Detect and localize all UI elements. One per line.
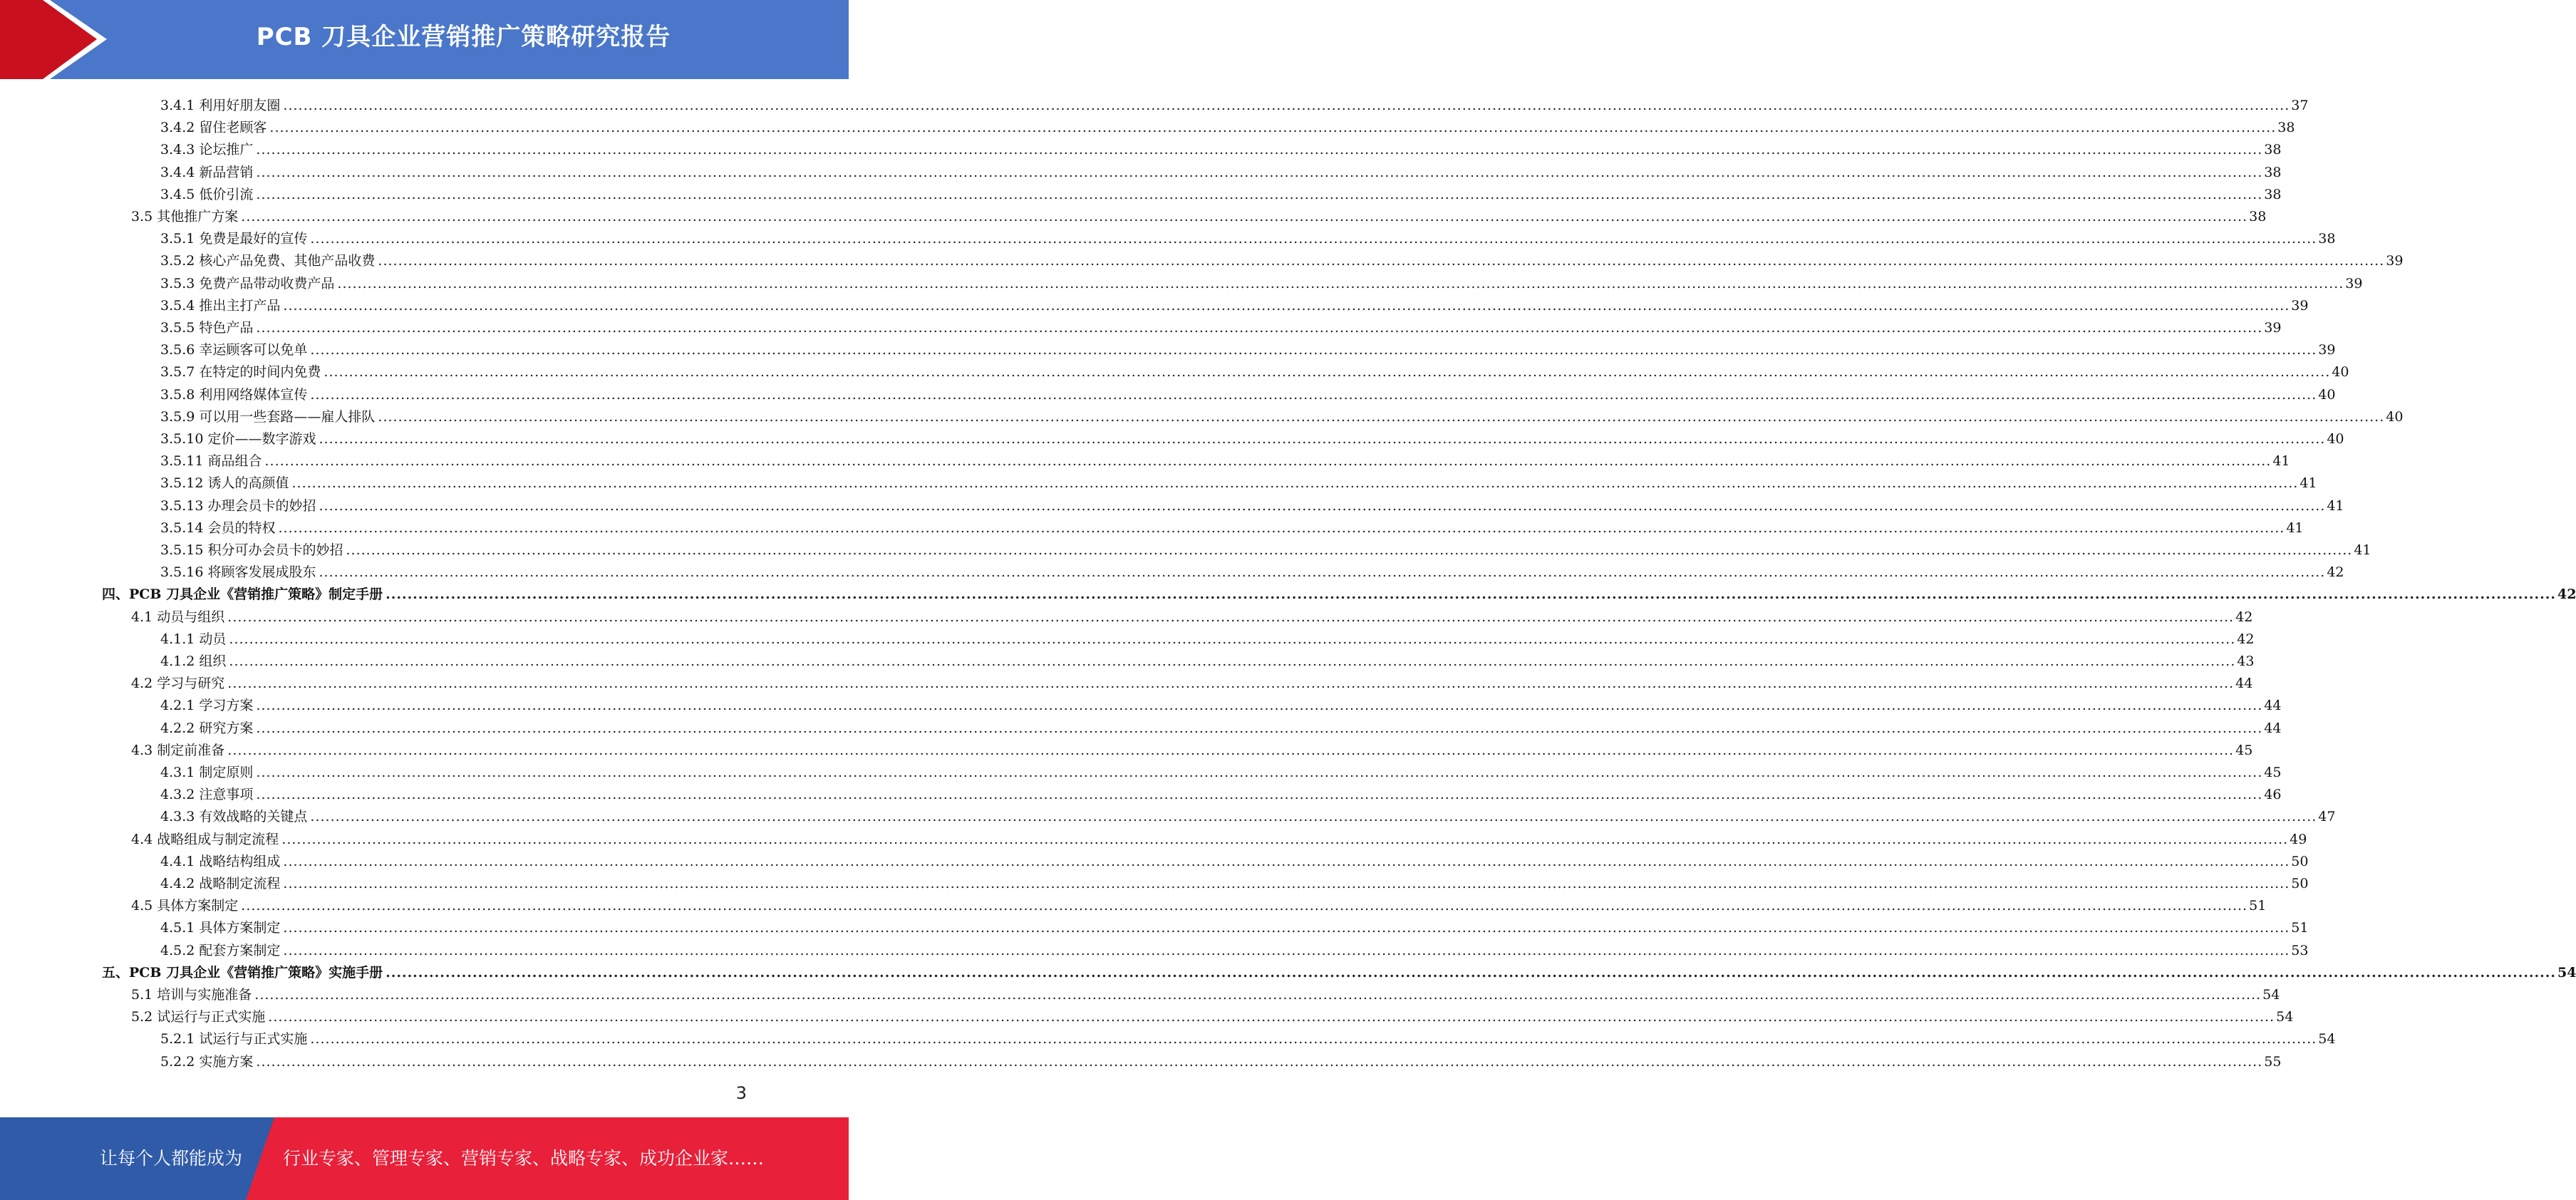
toc-entry-title: 商品组合	[207, 453, 262, 470]
toc-entry[interactable]	[160, 780, 2282, 803]
toc-entry-page: 44	[2235, 676, 2253, 692]
toc-dot-leader: ................................................................................................................................................................................................................................................................................................................................................................................................................	[283, 297, 2290, 314]
toc-dot-leader: ................................................................................................................................................................................................................................................................................................................................................................................................................	[310, 1031, 2317, 1048]
toc-dot-leader: ................................................................................................................................................................................................................................................................................................................................................................................................................	[256, 1053, 2263, 1070]
toc-entry[interactable]	[160, 469, 2317, 492]
toc-entry-number: 3.5.12	[160, 475, 204, 492]
toc-entry-number: 4.3.3	[160, 809, 195, 825]
toc-entry-page: 41	[2354, 542, 2371, 558]
toc-entry-page: 46	[2264, 787, 2282, 803]
toc-dot-leader: ................................................................................................................................................................................................................................................................................................................................................................................................................	[378, 408, 2385, 425]
toc-entry-title: 学习方案	[199, 698, 254, 714]
toc-entry-title: 制定前准备	[157, 742, 225, 758]
toc-entry[interactable]	[160, 936, 2309, 958]
toc-dot-leader: ................................................................................................................................................................................................................................................................................................................................................................................................................	[256, 186, 2263, 202]
toc-entry-title: 论坛推广	[199, 142, 254, 158]
toc-dot-leader: ................................................................................................................................................................................................................................................................................................................................................................................................................	[346, 542, 2353, 558]
toc-entry-page: 42	[2237, 631, 2255, 647]
toc-entry-number: 4.2.2	[160, 720, 195, 736]
toc-entry-page: 53	[2291, 942, 2309, 958]
toc-entry-page: 41	[2300, 475, 2317, 492]
toc-entry-page: 41	[2272, 453, 2290, 470]
toc-entry-title: 定价——数字游戏	[207, 431, 316, 447]
toc-entry-page: 45	[2235, 742, 2253, 758]
toc-entry-title: 有效战略的关键点	[199, 809, 308, 825]
toc-dot-leader: ................................................................................................................................................................................................................................................................................................................................................................................................................	[227, 676, 2235, 692]
toc-entry[interactable]	[160, 91, 2309, 113]
toc-entry-page: 38	[2264, 186, 2282, 202]
toc-entry-title: 诱人的高颜值	[207, 475, 289, 492]
toc-entry-page: 47	[2318, 809, 2336, 825]
toc-entry[interactable]	[160, 358, 2349, 381]
toc-entry[interactable]	[160, 403, 2404, 425]
toc-entry[interactable]	[160, 625, 2255, 647]
toc-entry[interactable]	[160, 336, 2336, 358]
toc-entry[interactable]	[131, 825, 2307, 847]
toc-dot-leader: ................................................................................................................................................................................................................................................................................................................................................................................................................	[256, 320, 2263, 336]
toc-entry-page: 38	[2264, 142, 2282, 158]
toc-dot-leader: ................................................................................................................................................................................................................................................................................................................................................................................................................	[278, 519, 2285, 536]
toc-entry-number: 3.4.4	[160, 164, 195, 180]
page-number: 3	[735, 1083, 747, 1103]
toc-entry-title: 将顾客发展成股东	[207, 564, 316, 581]
toc-entry-title: 新品营销	[199, 164, 254, 180]
toc-entry-page: 40	[2332, 364, 2349, 381]
toc-entry[interactable]	[160, 1048, 2282, 1070]
toc-entry[interactable]	[131, 891, 2267, 914]
toc-entry-page: 38	[2264, 164, 2282, 180]
page-header	[0, 0, 849, 79]
toc-dot-leader: ................................................................................................................................................................................................................................................................................................................................................................................................................	[229, 631, 2236, 647]
toc-entry-title: 具体方案制定	[157, 898, 239, 914]
toc-entry-number: 4.2	[131, 676, 153, 692]
toc-entry-number: 3.5.13	[160, 497, 204, 514]
toc-entry-number: 4.4.2	[160, 876, 195, 891]
toc-entry-title: 战略组成与制定流程	[157, 831, 279, 847]
toc-entry-number: 3.5.14	[160, 519, 204, 536]
toc-entry[interactable]	[160, 291, 2309, 314]
toc-entry-title: 低价引流	[199, 186, 254, 202]
toc-entry-title: PCB 刀具企业《营销推广策略》制定手册	[129, 586, 383, 603]
toc-dot-leader: ................................................................................................................................................................................................................................................................................................................................................................................................................	[268, 1009, 2275, 1025]
toc-entry-number: 4.5.1	[160, 920, 195, 936]
toc-entry-number: 3.5.10	[160, 431, 204, 447]
toc-entry[interactable]	[160, 647, 2255, 669]
toc-entry-page: 38	[2249, 209, 2267, 224]
toc-entry-number: 3.5.16	[160, 564, 204, 581]
toc-dot-leader: ................................................................................................................................................................................................................................................................................................................................................................................................................	[283, 98, 2290, 113]
toc-entry-page: 39	[2291, 297, 2309, 314]
toc-dot-leader: ................................................................................................................................................................................................................................................................................................................................................................................................................	[256, 142, 2263, 158]
toc-entry[interactable]	[160, 224, 2336, 247]
toc-entry-title: 利用好朋友圈	[199, 98, 281, 113]
toc-entry-title: 制定原则	[199, 765, 254, 780]
toc-entry-number: 3.4.2	[160, 120, 195, 136]
toc-entry-number: 3.4.1	[160, 98, 195, 113]
toc-dot-leader: ................................................................................................................................................................................................................................................................................................................................................................................................................	[319, 564, 2326, 581]
toc-entry-title: 其他推广方案	[157, 209, 239, 224]
toc-entry-page: 50	[2291, 853, 2309, 869]
page-footer	[0, 1117, 849, 1200]
toc-entry[interactable]	[160, 113, 2295, 136]
toc-entry-page: 40	[2327, 431, 2344, 447]
toc-entry-title: 会员的特权	[207, 519, 276, 536]
toc-entry-page: 37	[2291, 98, 2309, 113]
toc-entry[interactable]	[131, 669, 2253, 692]
toc-entry-page: 42	[2327, 564, 2344, 581]
toc-dot-leader: ................................................................................................................................................................................................................................................................................................................................................................................................................	[229, 653, 2236, 669]
toc-entry-page: 39	[2264, 320, 2282, 336]
toc-entry-page: 42	[2235, 609, 2253, 625]
toc-entry[interactable]	[160, 869, 2309, 891]
toc-dot-leader: ................................................................................................................................................................................................................................................................................................................................................................................................................	[283, 853, 2290, 869]
toc-entry-number: 3.5.15	[160, 542, 204, 558]
toc-entry-page: 39	[2345, 275, 2363, 291]
toc-dot-leader: ................................................................................................................................................................................................................................................................................................................................................................................................................	[281, 831, 2289, 847]
toc-entry-number: 3.5.6	[160, 342, 195, 358]
header-title: PCB 刀具企业营销推广策略研究报告	[256, 23, 671, 51]
toc-entry-title: 具体方案制定	[199, 920, 281, 936]
toc-entry[interactable]	[160, 135, 2282, 158]
toc-entry-number: 4.1	[131, 609, 153, 625]
toc-entry[interactable]	[160, 492, 2344, 514]
toc-entry-number: 3.4.3	[160, 142, 195, 158]
toc-entry[interactable]	[160, 447, 2290, 470]
toc-entry-page: 55	[2264, 1053, 2282, 1070]
toc-entry-title: 试运行与正式实施	[157, 1009, 266, 1025]
toc-dot-leader: ................................................................................................................................................................................................................................................................................................................................................................................................................	[319, 431, 2326, 447]
toc-dot-leader: ................................................................................................................................................................................................................................................................................................................................................................................................................	[254, 987, 2262, 1003]
toc-entry-number: 5.2	[131, 1009, 153, 1025]
toc-entry-number: 4.3.1	[160, 765, 195, 780]
toc-entry[interactable]	[131, 1003, 2294, 1025]
toc-entry[interactable]	[160, 536, 2371, 558]
toc-entry[interactable]	[160, 758, 2282, 780]
toc-dot-leader: ................................................................................................................................................................................................................................................................................................................................................................................................................	[283, 876, 2290, 891]
toc-entry-title: 免费是最好的宣传	[199, 231, 308, 247]
toc-entry-page: 38	[2277, 120, 2295, 136]
toc-entry[interactable]	[131, 736, 2253, 758]
toc-entry[interactable]	[160, 269, 2363, 291]
footer-slogan-left: 让每个人都能成为	[100, 1148, 243, 1169]
toc-entry-page: 39	[2318, 342, 2336, 358]
toc-entry-page: 49	[2290, 831, 2307, 847]
toc-entry-number: 5.2.2	[160, 1053, 195, 1070]
toc-dot-leader: ................................................................................................................................................................................................................................................................................................................................................................................................................	[227, 742, 2235, 758]
toc-dot-leader: ................................................................................................................................................................................................................................................................................................................................................................................................................	[324, 364, 2331, 381]
toc-entry[interactable]	[160, 180, 2282, 202]
toc-entry-number: 3.5.3	[160, 275, 195, 291]
toc-entry-title: 动员	[199, 631, 227, 647]
toc-entry[interactable]	[160, 514, 2304, 536]
toc-entry-title: 注意事项	[199, 787, 254, 803]
toc-entry[interactable]	[102, 958, 2576, 981]
toc-entry-title: 研究方案	[199, 720, 254, 736]
toc-dot-leader: ................................................................................................................................................................................................................................................................................................................................................................................................................	[256, 720, 2263, 736]
toc-entry-number: 3.5.2	[160, 253, 195, 269]
toc-entry-title: 留住老顾客	[199, 120, 267, 136]
toc-entry-page: 54	[2262, 987, 2280, 1003]
toc-entry-title: 培训与实施准备	[157, 987, 252, 1003]
toc-entry-page: 41	[2327, 497, 2344, 514]
toc-entry-number: 3.5.9	[160, 408, 195, 425]
toc-entry-page: 43	[2237, 653, 2255, 669]
toc-entry-title: 利用网络媒体宣传	[199, 386, 308, 403]
chevron-arrow-icon	[0, 0, 114, 79]
toc-dot-leader: ................................................................................................................................................................................................................................................................................................................................................................................................................	[291, 475, 2299, 492]
toc-entry-number: 4.5.2	[160, 942, 195, 958]
toc-dot-leader: ................................................................................................................................................................................................................................................................................................................................................................................................................	[310, 231, 2317, 247]
toc-entry[interactable]	[160, 714, 2282, 736]
toc-entry-title: 战略制定流程	[199, 876, 281, 891]
toc-entry-number: 3.5.8	[160, 386, 195, 403]
toc-entry-page: 54	[2557, 964, 2576, 981]
toc-dot-leader: ................................................................................................................................................................................................................................................................................................................................................................................................................	[337, 275, 2344, 291]
toc-dot-leader: ................................................................................................................................................................................................................................................................................................................................................................................................................	[269, 120, 2277, 136]
toc-entry-page: 40	[2386, 408, 2404, 425]
toc-entry-number: 3.5.5	[160, 320, 195, 336]
toc-entry[interactable]	[131, 202, 2267, 224]
toc-entry-title: 学习与研究	[157, 676, 225, 692]
toc-entry-title: 积分可办会员卡的妙招	[207, 542, 343, 558]
toc-entry-page: 54	[2276, 1009, 2294, 1025]
toc-dot-leader: ................................................................................................................................................................................................................................................................................................................................................................................................................	[386, 586, 2557, 603]
toc-entry-number: 3.5.1	[160, 231, 195, 247]
toc-entry-title: 核心产品免费、其他产品收费	[199, 253, 376, 269]
footer-slogan-right: 行业专家、管理专家、营销专家、战略专家、成功企业家……	[283, 1148, 765, 1169]
toc-entry-title: 实施方案	[199, 1053, 254, 1070]
toc-entry-title: 配套方案制定	[199, 942, 281, 958]
toc-dot-leader: ................................................................................................................................................................................................................................................................................................................................................................................................................	[256, 164, 2263, 180]
toc-dot-leader: ................................................................................................................................................................................................................................................................................................................................................................................................................	[256, 698, 2263, 714]
toc-entry-title: 推出主打产品	[199, 297, 281, 314]
toc-entry-number: 3.4.5	[160, 186, 195, 202]
toc-entry[interactable]	[102, 580, 2576, 603]
toc-dot-leader: ................................................................................................................................................................................................................................................................................................................................................................................................................	[241, 898, 2248, 914]
toc-entry-title: PCB 刀具企业《营销推广策略》实施手册	[129, 964, 383, 981]
toc-entry-title: 办理会员卡的妙招	[207, 497, 316, 514]
toc-entry-page: 51	[2249, 898, 2267, 914]
toc-entry-number: 5.1	[131, 987, 153, 1003]
toc-entry-number: 3.5.4	[160, 297, 195, 314]
toc-entry[interactable]	[160, 314, 2282, 336]
toc-entry-page: 45	[2264, 765, 2282, 780]
toc-entry[interactable]	[160, 802, 2336, 825]
toc-entry-page: 54	[2318, 1031, 2336, 1048]
toc-entry-title: 特色产品	[199, 320, 254, 336]
toc-entry-title: 在特定的时间内免费	[199, 364, 321, 381]
toc-entry[interactable]	[160, 381, 2336, 403]
toc-dot-leader: ................................................................................................................................................................................................................................................................................................................................................................................................................	[310, 809, 2317, 825]
toc-entry-number: 4.3	[131, 742, 153, 758]
toc-entry[interactable]	[160, 847, 2309, 869]
toc-entry-number: 3.5.7	[160, 364, 195, 381]
toc-entry-number: 4.4.1	[160, 853, 195, 869]
toc-entry-page: 40	[2318, 386, 2336, 403]
toc-entry[interactable]	[160, 691, 2282, 714]
toc-entry-number: 4.1.1	[160, 631, 195, 647]
toc-entry[interactable]	[160, 247, 2404, 269]
toc-entry-title: 幸运顾客可以免单	[199, 342, 308, 358]
toc-entry-title: 免费产品带动收费产品	[199, 275, 335, 291]
toc-entry-number: 4.5	[131, 898, 153, 914]
toc-entry[interactable]	[160, 1025, 2336, 1048]
toc-dot-leader: ................................................................................................................................................................................................................................................................................................................................................................................................................	[264, 453, 2272, 470]
toc-dot-leader: ................................................................................................................................................................................................................................................................................................................................................................................................................	[386, 964, 2557, 981]
toc-entry[interactable]	[131, 603, 2253, 625]
toc-entry-page: 42	[2557, 586, 2576, 603]
toc-entry[interactable]	[160, 158, 2282, 180]
toc-entry-page: 51	[2291, 920, 2309, 936]
toc-dot-leader: ................................................................................................................................................................................................................................................................................................................................................................................................................	[283, 920, 2290, 936]
toc-dot-leader: ................................................................................................................................................................................................................................................................................................................................................................................................................	[283, 942, 2290, 958]
toc-entry-page: 39	[2386, 253, 2404, 269]
toc-dot-leader: ................................................................................................................................................................................................................................................................................................................................................................................................................	[378, 253, 2385, 269]
toc-dot-leader: ................................................................................................................................................................................................................................................................................................................................................................................................................	[310, 342, 2317, 358]
toc-entry[interactable]	[160, 914, 2309, 936]
toc-dot-leader: ................................................................................................................................................................................................................................................................................................................................................................................................................	[319, 497, 2326, 514]
toc-entry-page: 41	[2286, 519, 2304, 536]
toc-dot-leader: ................................................................................................................................................................................................................................................................................................................................................................................................................	[241, 209, 2248, 224]
toc-dot-leader: ................................................................................................................................................................................................................................................................................................................................................................................................................	[310, 386, 2317, 403]
toc-dot-leader: ................................................................................................................................................................................................................................................................................................................................................................................................................	[256, 765, 2263, 780]
toc-entry[interactable]	[160, 558, 2344, 581]
toc-entry-number: 五、	[102, 964, 130, 981]
toc-entry-number: 3.5.11	[160, 453, 204, 470]
toc-entry-title: 可以用一些套路——雇人排队	[199, 408, 376, 425]
toc-entry-number: 5.2.1	[160, 1031, 195, 1048]
toc-dot-leader: ................................................................................................................................................................................................................................................................................................................................................................................................................	[227, 609, 2235, 625]
toc-entry-title: 试运行与正式实施	[199, 1031, 308, 1048]
toc-dot-leader: ................................................................................................................................................................................................................................................................................................................................................................................................................	[256, 787, 2263, 803]
toc-entry-number: 3.5	[131, 209, 153, 224]
toc-entry-number: 4.3.2	[160, 787, 195, 803]
toc-entry-number: 4.1.2	[160, 653, 195, 669]
toc-entry-number: 4.2.1	[160, 698, 195, 714]
toc-entry-page: 44	[2264, 720, 2282, 736]
toc-entry-page: 38	[2318, 231, 2336, 247]
toc-entry-page: 50	[2291, 876, 2309, 891]
toc-entry-number: 4.4	[131, 831, 153, 847]
toc-entry-title: 组织	[199, 653, 227, 669]
toc-entry-number: 四、	[102, 586, 130, 603]
toc-entry[interactable]	[131, 981, 2280, 1003]
toc-entry-page: 44	[2264, 698, 2282, 714]
toc-entry-title: 战略结构组成	[199, 853, 281, 869]
toc-entry-title: 动员与组织	[157, 609, 225, 625]
toc-entry[interactable]	[160, 425, 2344, 447]
